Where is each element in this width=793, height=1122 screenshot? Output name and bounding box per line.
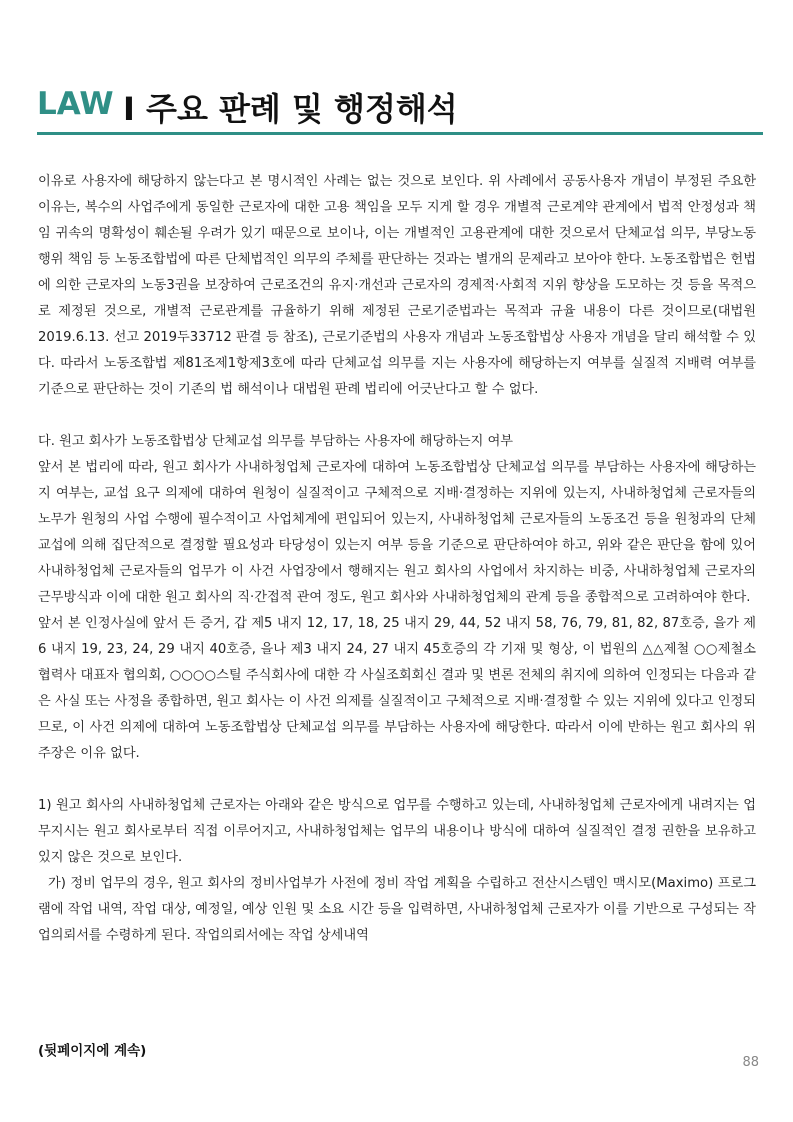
paragraph-item-1: 1) 원고 회사의 사내하청업체 근로자는 아래와 같은 방식으로 업무를 수행하고 있는데, 사내하청업체 근로자에게 내려지는 업무지시는 원고 회사로부터 직접 이루어지고, 사내하청업체는 업무의 내용이나 방식에 대하여 실질적인 결정 권한을 보유하고 있지 않은 것으로 보인다. — [38, 798, 756, 865]
section-label: LAW — [37, 86, 114, 122]
header-divider — [37, 132, 763, 135]
section-heading: 다. 원고 회사가 노동조합법상 단체교섭 의무를 부담하는 사용자에 해당하는지 여부 — [38, 434, 514, 449]
paragraph-legal-principle: 앞서 본 법리에 따라, 원고 회사가 사내하청업체 근로자에 대하여 노동조합법상 단체교섭 의무를 부담하는 사용자에 해당하는지 여부는, 교섭 요구 의제에 대하여 원청이 실질적이고 구체적으로 지배·결정하는 지위에 있는지, 사내하청업체 근로자들의 노무가 원청의 사업 수행에 필수적이고 사업체계에 편입되어 있는지, 사내하청업체 근로자들의 노동조건 등을 원청과의 단체교섭에 의해 집단적으로 결정할 필요성과 타당성이 있는지 여부 등을 기준으로 판단하여야 하고, 위와 같은 판단을 함에 있어 사내하청업체 근로자들의 업무가 이 사건 사업장에서 행해지는 원고 회사의 사업에서 차지하는 비중, 사내하청업체 근로자의 근무방식과 이에 대한 원고 회사의 직·간접적 관여 정도, 원고 회사와 사내하청업체의 관계 등을 종합적으로 고려하여야 한다. — [38, 460, 756, 605]
page-header — [37, 84, 763, 134]
paragraph-intro: 이유로 사용자에 해당하지 않는다고 본 명시적인 사례는 없는 것으로 보인다. 위 사례에서 공동사용자 개념이 부정된 주요한 이유는, 복수의 사업주에게 동일한 근로자에 대한 고용 책임을 모두 지게 할 경우 개별적 근로계약 관계에서 법적 안정성과 책임 귀속의 명확성이 훼손될 우려가 있기 때문으로 보이나, 이는 개별적인 고용관계에 대한 것으로서 단체교섭 의무, 부당노동행위 책임 등 노동조합법에 따른 단체법적인 의무의 주체를 판단하는 것과는 별개의 문제라고 보아야 한다. 노동조합법은 헌법에 의한 근로자의 노동3권을 보장하여 근로조건의 유지·개선과 근로자의 경제적·사회적 지위 향상을 도모하는 것 등을 목적으로 제정된 것으로, 개별적 근로관계를 규율하기 위해 제정된 근로기준법과는 목적과 규율 내용이 다른 것이므로(대법원 2019.6.13. 선고 2019두33712 판결 등 참조), 근로기준법의 사용자 개념과 노동조합법상 사용자 개념을 달리 해석할 수 있다. 따라서 노동조합법 제81조제1항제3호에 따라 단체교섭 의무를 지는 사용자에 해당하는지 여부를 실질적 지배력 여부를 기준으로 판단하는 것이 기존의 법 해석이나 대법원 판례 법리에 어긋난다고 할 수 없다. — [38, 174, 756, 397]
paragraph-findings: 앞서 본 인정사실에 앞서 든 증거, 갑 제5 내지 12, 17, 18, 25 내지 29, 44, 52 내지 58, 76, 79, 81, 82, 87호증, 을가 제6 내지 19, 23, 24, 29 내지 40호증, 을나 제3 내지 24, 27 내지 45호증의 각 기재 및 형상, 이 법원의 △△제철 ○○제철소 협력사 대표자 협의회, ○○○○스틸 주식회사에 대한 각 사실조회회신 결과 및 변론 전체의 취지에 의하여 인정되는 다음과 같은 사실 또는 사정을 종합하면, 원고 회사는 이 사건 의제를 실질적이고 구체적으로 지배·결정할 수 있는 지위에 있다고 인정되므로, 이 사건 의제에 대하여 노동조합법상 단체교섭 의무를 부담하는 사용자에 해당한다. 따라서 이에 반하는 원고 회사의 위 주장은 이유 없다. — [38, 616, 756, 761]
paragraph-gap — [38, 403, 756, 429]
paragraph-item-1-a: 가) 정비 업무의 경우, 원고 회사의 정비사업부가 사전에 정비 작업 계획을 수립하고 전산시스템인 맥시모(Maximo) 프로그램에 작업 내역, 작업 대상, 예정일, 예상 인원 및 소요 시간 등을 입력하면, 사내하청업체 근로자가 이를 기반으로 구성되는 작업의뢰서를 수령하게 된다. 작업의뢰서에는 작업 상세내역 — [38, 876, 756, 943]
continued-note: (뒷페이지에 계속) — [38, 1043, 147, 1059]
paragraph-gap — [38, 767, 756, 793]
page-number: 88 — [742, 1055, 759, 1070]
page-title: I 주요 판례 및 행정해석 — [123, 90, 458, 128]
document-body — [38, 169, 756, 949]
